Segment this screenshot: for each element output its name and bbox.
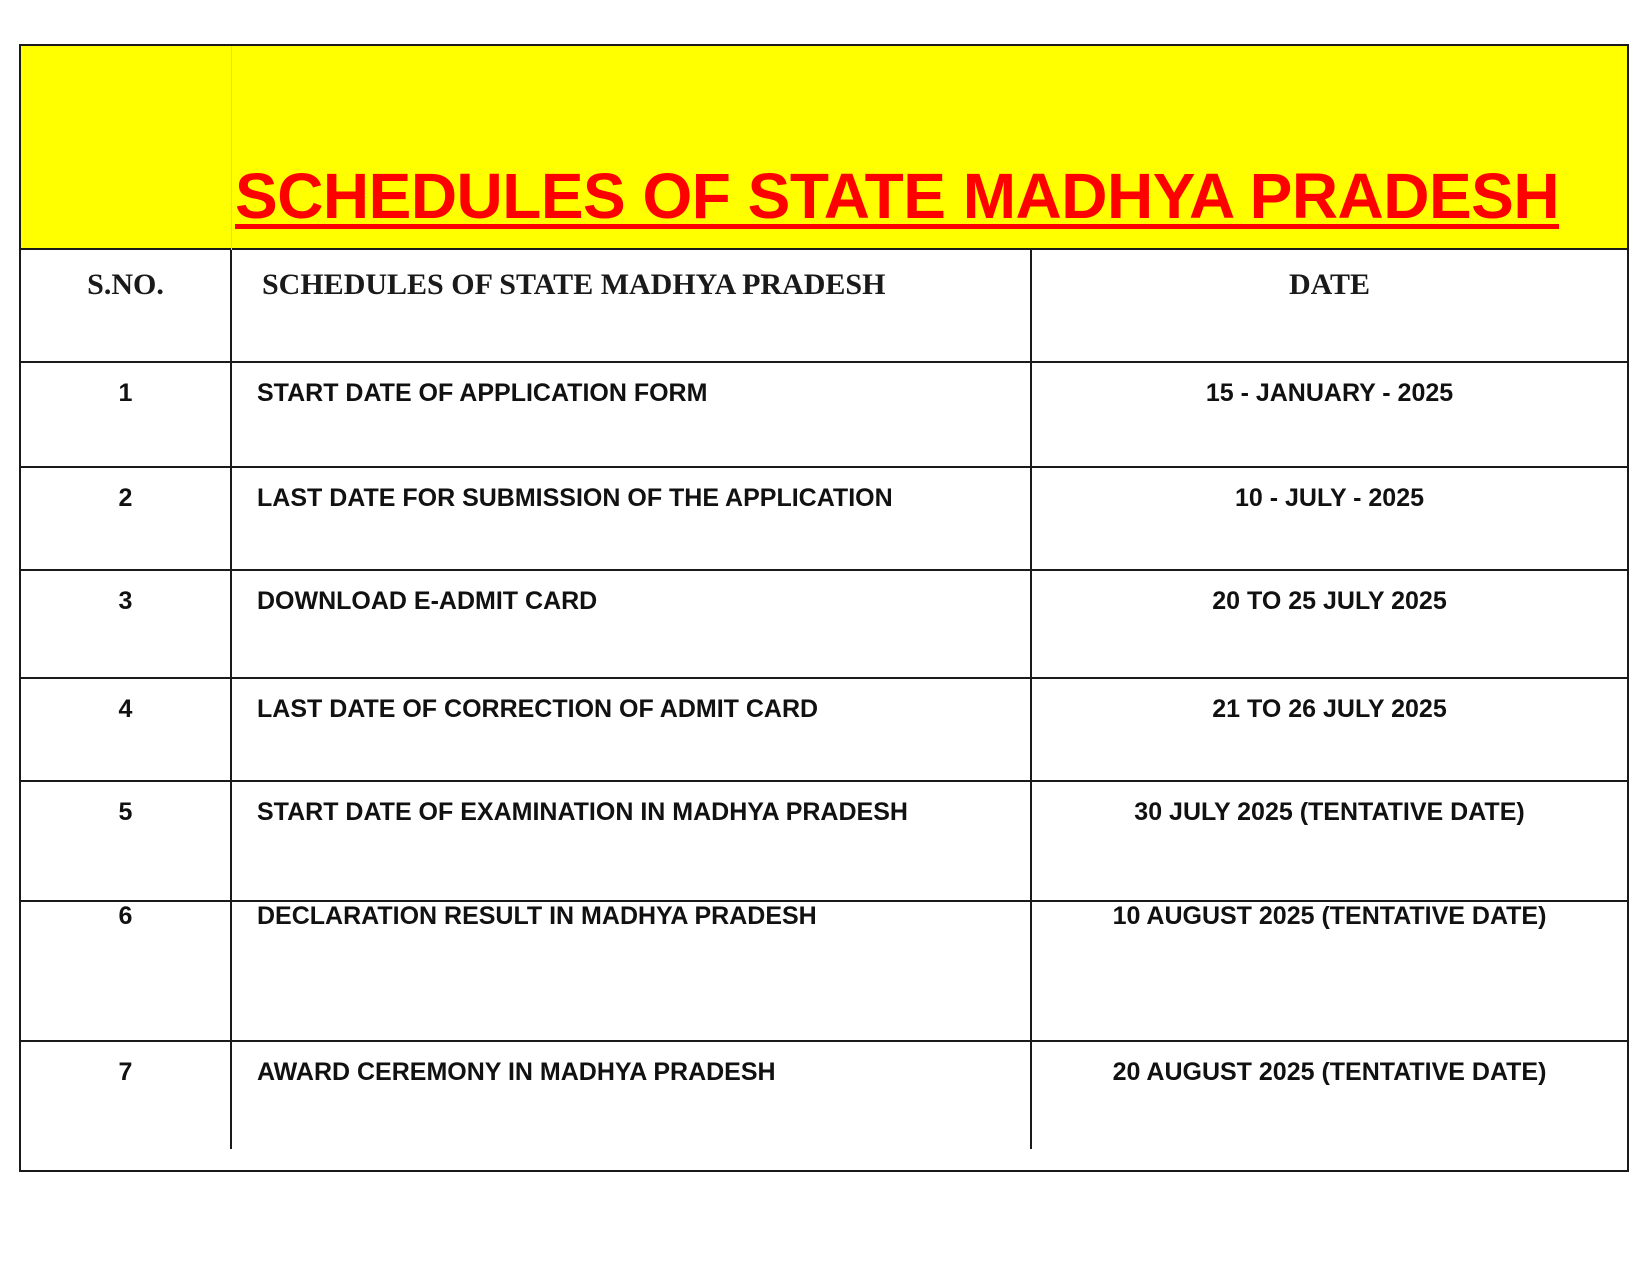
row-description: DOWNLOAD E-ADMIT CARD xyxy=(231,570,1031,678)
table-row xyxy=(21,1041,1627,1149)
row-sno: 5 xyxy=(21,781,231,901)
table-row xyxy=(21,362,1627,467)
row-date: 10 - JULY - 2025 xyxy=(1031,467,1627,570)
row-description: LAST DATE OF CORRECTION OF ADMIT CARD xyxy=(231,678,1031,781)
row-description: START DATE OF EXAMINATION IN MADHYA PRADESH xyxy=(231,781,1031,901)
column-header-description: SCHEDULES OF STATE MADHYA PRADESH xyxy=(231,250,1031,362)
banner-divider xyxy=(231,46,232,250)
row-date: 10 AUGUST 2025 (TENTATIVE DATE) xyxy=(1031,901,1627,1041)
row-sno: 1 xyxy=(21,362,231,467)
row-description: LAST DATE FOR SUBMISSION OF THE APPLICATION xyxy=(231,467,1031,570)
row-date: 20 TO 25 JULY 2025 xyxy=(1031,570,1627,678)
row-sno: 3 xyxy=(21,570,231,678)
column-header-date: DATE xyxy=(1031,250,1627,362)
row-date: 15 - JANUARY - 2025 xyxy=(1031,362,1627,467)
table-row xyxy=(21,781,1627,901)
row-description: DECLARATION RESULT IN MADHYA PRADESH xyxy=(231,901,1031,1041)
row-date: 30 JULY 2025 (TENTATIVE DATE) xyxy=(1031,781,1627,901)
table-row xyxy=(21,678,1627,781)
row-sno: 7 xyxy=(21,1041,231,1149)
table-row xyxy=(21,901,1627,1041)
row-date: 21 TO 26 JULY 2025 xyxy=(1031,678,1627,781)
table-header-row xyxy=(21,250,1627,362)
schedule-table xyxy=(21,250,1627,1149)
page-title: SCHEDULES OF STATE MADHYA PRADESH xyxy=(235,160,1560,232)
row-sno: 6 xyxy=(21,901,231,1041)
row-description: AWARD CEREMONY IN MADHYA PRADESH xyxy=(231,1041,1031,1149)
schedule-sheet xyxy=(19,44,1629,1172)
table-row xyxy=(21,467,1627,570)
row-sno: 2 xyxy=(21,467,231,570)
column-header-sno: S.NO. xyxy=(21,250,231,362)
row-date: 20 AUGUST 2025 (TENTATIVE DATE) xyxy=(1112,1058,1547,1086)
row-sno: 4 xyxy=(21,678,231,781)
row-description: START DATE OF APPLICATION FORM xyxy=(231,362,1031,467)
title-banner xyxy=(21,46,1627,250)
table-row xyxy=(21,570,1627,678)
